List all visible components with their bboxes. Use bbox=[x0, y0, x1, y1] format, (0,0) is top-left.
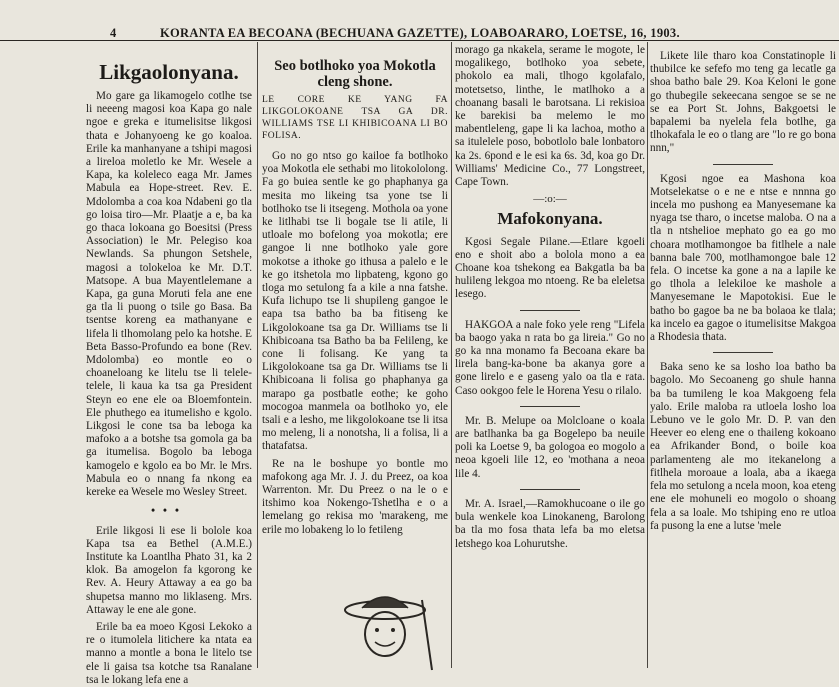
article-paragraph: HAKGOA a nale foko yele reng "Lifela ba baogo yaka n rata bo ga lireia." Go no go ka nna monamo fa Becoana ekare ba lirela bang-ka-bone ba akanya gore a gone lirelo e e gaseng yalo oa tla e rata. Caso ookgoo fele le Horena Yesu o rilalo. bbox=[455, 318, 645, 397]
divider bbox=[520, 489, 580, 490]
article-paragraph: Mr. A. Israel,—Ramokhucoane o ile go bula wenkele koa Linokaneng, Barolong ba tla mo fosa thata lefa ba mo eletsa letshego koa Lohurutshe. bbox=[455, 497, 645, 550]
section-ornament: ••• bbox=[151, 505, 187, 518]
column-4 bbox=[650, 44, 836, 668]
column-3-heading: Mafokonyana. bbox=[497, 209, 603, 229]
article-paragraph: Re na le boshupe yo bontle mo mafokong aga Mr. J. J. du Preez, oa koa Warrenton. Mr. Du Preez o na le o e itshimo koa Nokengo-Tshetlha e o a lemelang go rekisa mo 'marakeng, me erile mo lobakeng lo lo fetileng bbox=[262, 457, 448, 536]
article-paragraph: Mo gare ga likamogelo cotlhe tse li neeeng magosi koa Kapa go nale ngoe e greka e itumelisitse likgosi thata e Johanyoeng ke go koaloa. Erile ka manhanyane a tshipi magosi a lireloa moletlo ke Mr. Wesele a Kapa, ka koleleco eaga Mr. James Mabula ea Hope-street. Rev. E. Mdolomba a coa koa Ndabeni go tla go loisa tiro—Mr. Plaatje a e, ba ka go thaca lokoana go Boesitsi (Press Association) le Mr. Pelegiso koa Newlands. Sa phungon Setshele, magosi a tolokeloa ke Mr. D.T. Matsope. A bua Mayentlelemane a Kapa, ga guna Moruti fela ane ene ga tla li puong o tsile go Basa. Ba tsentse koreng ea mathanyane e lifela li tlhomolang pelo ka hotshe. E Beta Basso-Profundo ea bone (Rev. Mdolomba) eo montle eo o choaneloang ke litelu tse li telele-telele, li kaua ka tsa ga President Steyn eo ene ele oa Bloemfontein. Ele phuthego ea itumelisho e kgolo. Likgosi le cone tsa ba leboga ka mafoko a a botshe tsa gomola ga ba ga itumelisa. Bogolo ba leboga kamogelo e kgolo ea bo Mr. le Mrs. Mabula eo o nnang fa nkong ea kereke ea Wesele mo Wesley Street. bbox=[86, 90, 252, 499]
article-deck: LE CORE KE YANG FA LIKGOLOKOANE TSA GA DR. WILLIAMS TSE LI KHIBICOANA LI BO FOLISA. bbox=[262, 95, 448, 141]
masthead bbox=[0, 0, 839, 41]
article-paragraph: Kgosi ngoe ea Mashona koa Motselekatse o e ne e ntse e nnnna go incela mo pushong ea Manyesemane ka nyaga tse tharo, o incetse maloba. O na a tla n ntshelioe mephato go ea go mo choara motlhamongoe ba fitlhele a nale banna bale 700, motlhamongoe bale 12 fela. O incetse ka gone a na a lapile ke go tlhola a lelekiloe ke mashole a Manyesemane le Mapotokisi. Eue le batho bo gagoe ba ne ba bolaoa ke tlala; ka incelo ea gagoe o itumelisitse Makgoa a Rhodesia thata. bbox=[650, 172, 836, 344]
article-paragraph: morago ga nkakela, serame le mogote, le mogalikego, botlhoko yoa sebete, phokolo ea mali, tlhogo kgolafalo, motetsetso, linthe, le matlhoko a a choanang basali le barotsana. Li rekisioa ke barekisi ba melemo le mo mabentleleng, gape li ka lachoa, motho a sa itulelele poso, bobotlolo bale lonbatoro ka 2s. 6pond e le esi ka 6s. 3d, koa go Dr. Williams' Medicine Co., 77 Longstreet, Cape Town. bbox=[455, 44, 645, 189]
article-paragraph: Go no go ntso go kailoe fa botlhoko yoa Mokotla ele sethabi mo litokololong. Fa go buiea sentle ke go phaphanya ga mesita mo likeing tsa yone tse li botlhoko tse li itsegeng. Mothola oa yone ke litlhabi tse li bogale tse li atile, li utloale mo bofelong yoa mokotla; ere gangoe li nne botlhoko yale gore mokotse a ithoke go ithusa a palelo e le ke go itshetola mo lipbateng, kgono go tloga mo setulong fa a kile a nna fatshe. Kufa lichupo tse li shupileng gangoe le eapa tsa batho ba ba fitiseng ke Likgolokoane tsa ga Dr. Williams tse li Khibicoana tsa Batho ba ba Felileng, ke cone li folisang. Ke yang ta Likgolokoane tsa ga Dr. Williams tse li Khibicoana li folisa go phaphanya ga marapo ga postbatle eothe; ke goho mocogoa manmela oa botlhoko yo, ele tsali e a lesho, me likgolokoane tse li itsa mo meleng, li a nonotsha, li a folisa, li a thatafatsa. bbox=[262, 150, 448, 453]
article-paragraph: Mr. B. Melupe oa Molcloane o koala are batlhanka ba ga Bogelepo ba neuile poli ka Loetse 9, ba gologoa eo mogolo a neoa kgoeli lile 12, eo 'mothana a neoa lile 4. bbox=[455, 414, 645, 480]
divider bbox=[520, 406, 580, 407]
newspaper-title: KORANTA EA BECOANA (BECHUANA GAZETTE), LOABOARARO, LOETSE, 16, 1903. bbox=[160, 26, 680, 40]
divider bbox=[713, 164, 773, 165]
column-2 bbox=[262, 44, 448, 668]
article-paragraph: Kgosi Segale Pilane.—Etlare kgoeli eno e shoit abo a bolola mono a ea Choane koa tshekong ea Bakgatla ba ba hulileng lekgoa mo ntoeng. Re ba eleletsa lesego. bbox=[455, 235, 645, 301]
article-paragraph: Erile likgosi li ese li bolole koa Kapa tsa ea Bethel (A.M.E.) Institute ka Loantlha Phato 31, ka 2 klok. Ba amogelon fa kgorong ke Rev. A. Heury Attaway a ea go ba shupetsa manno mo liklaseng. Mrs. Attaway le ene ale gone. bbox=[86, 524, 252, 616]
divider bbox=[520, 310, 580, 311]
column-2-heading: Seo botlhoko yoa Mokotla cleng shone. bbox=[274, 58, 436, 90]
page-number: 4 bbox=[110, 26, 117, 40]
article-paragraph: Baka seno ke sa losho loa batho ba bagolo. Mo Secoaneng go shule hanna ba ba tumileng le koa Makgoeng fela yalo. Erile maloba ra utloela losho loa Lebuno ve le golo Mr. D. P. van den Heever eo eleng ene o thaileng kokoano ea Afrikander Bond, o boile koa parlamenteng ale mo itekanelong a fitlhela moroaue a loala, aba a ikaega fela mo setulong a ncela moon, koa eteng ene ele mohuneli eo mogolo o shoang fela a sa loale. Mo tshiping eno re utloa fa pusong la ene a lutse 'mele bbox=[650, 361, 836, 532]
divider bbox=[713, 352, 773, 353]
section-separator: —:o:— bbox=[533, 193, 567, 206]
column-rule bbox=[647, 42, 648, 668]
column-1-heading: Likgaolonyana. bbox=[99, 60, 239, 84]
column-rule bbox=[451, 42, 452, 668]
column-1 bbox=[86, 44, 252, 686]
column-3 bbox=[455, 44, 645, 668]
article-paragraph: Erile ba ea moeo Kgosi Lekoko a re o itumolela litichere ka ntata ea manno a montle a bona le litelo tse ele li gaisa tsa kotche tsa Ranalane tsa le lokang lefa ene a bbox=[86, 620, 252, 686]
column-rule bbox=[257, 42, 258, 668]
article-paragraph: Likete lile tharo koa Constatinople li thubilce ke sefefo mo teng ga lecatle ga shoa batho bale 29. Koa Keloni le gone go thubegile sekeecana sengoe se se ne se ea Port St. Johns, Bakgoetsi le bapalemi ba nyelela fela botlhe, ga tlhokafala le eo o tlang are "lo re go bona nnn," bbox=[650, 50, 836, 155]
advertisement-illustration bbox=[330, 590, 440, 670]
